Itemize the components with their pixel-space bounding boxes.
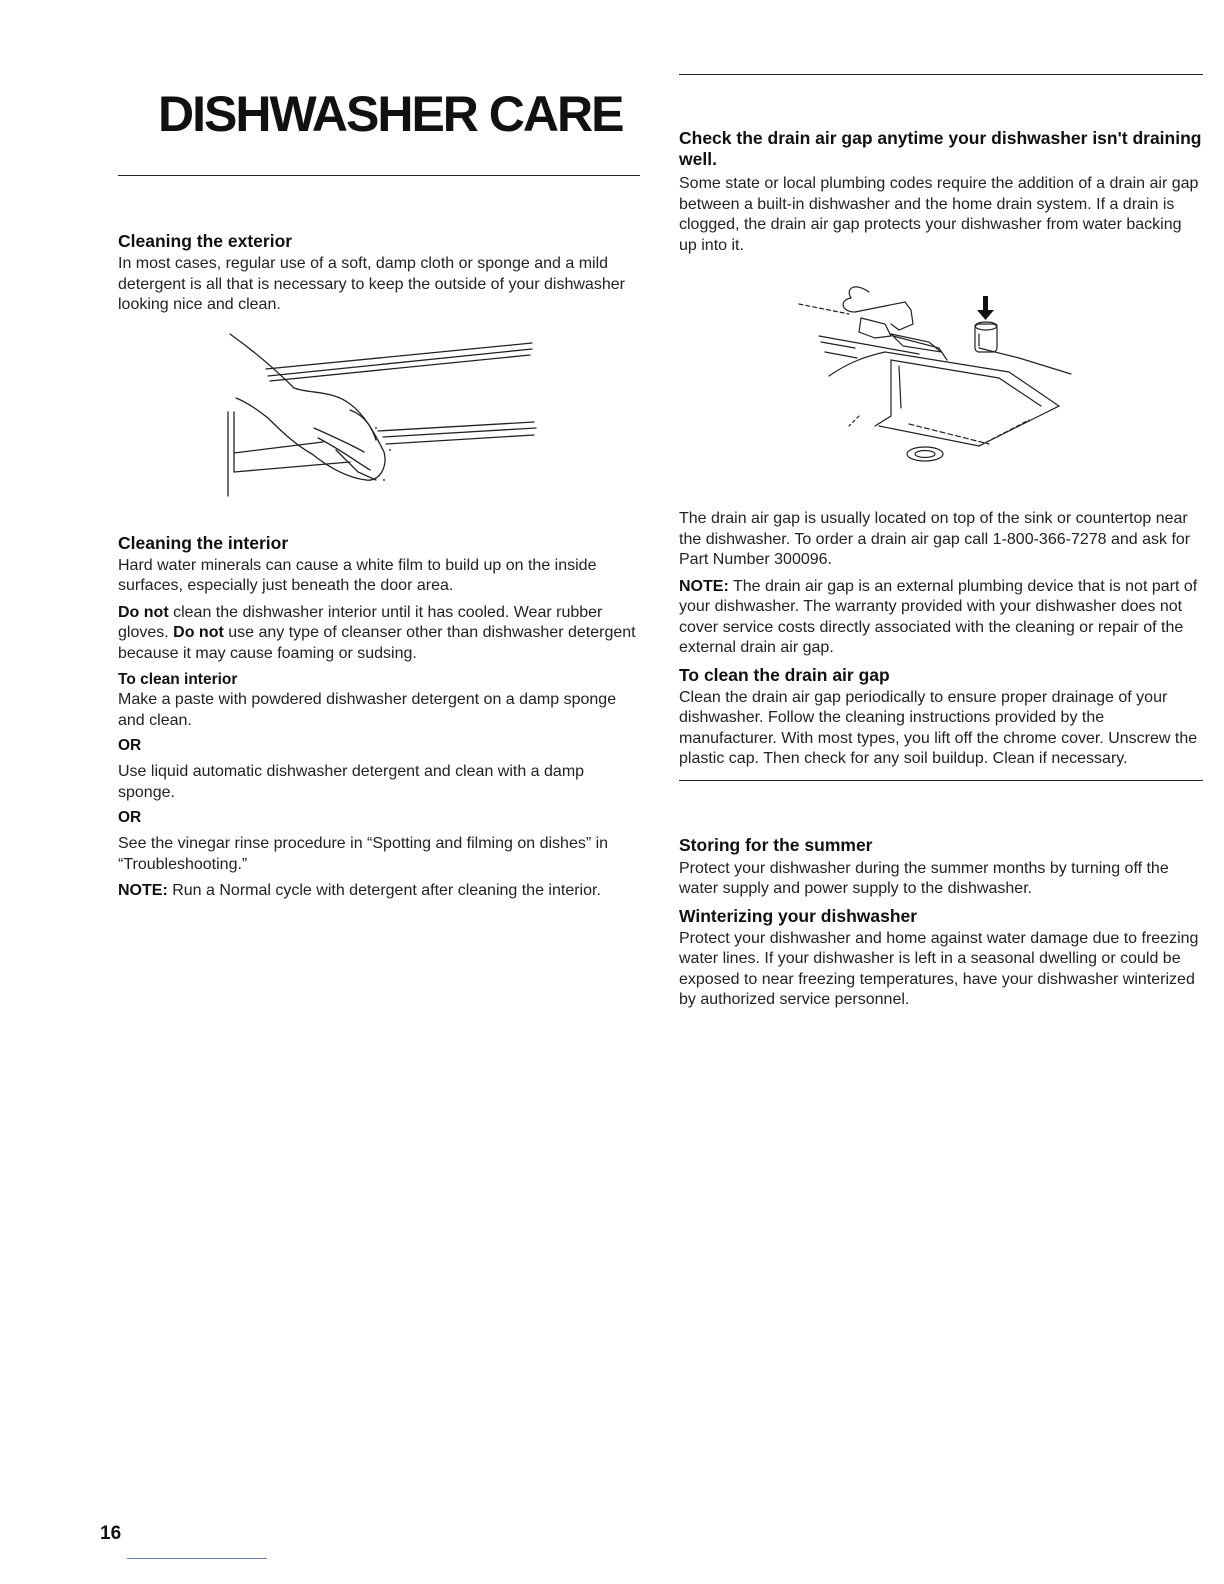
do-not-emphasis: Do not bbox=[173, 624, 224, 641]
interior-note-text: Run a Normal cycle with detergent after cleaning the interior. bbox=[167, 882, 601, 899]
summer-paragraph: Protect your dishwasher during the summer months by turning off the water supply and power supply to the dishwasher. bbox=[679, 859, 1169, 897]
do-not-emphasis: Do not bbox=[118, 603, 169, 621]
step-paste: Make a paste with powdered dishwasher detergent on a damp sponge and clean. bbox=[118, 691, 617, 729]
airgap-note-text: The drain air gap is an external plumbing device that is not part of your dishwasher. The warranty provided with your dishwasher does not cover service costs directly associated with the cleaning or repair of the external drain air gap. bbox=[679, 577, 1198, 656]
heading-cleaning-exterior: Cleaning the exterior bbox=[118, 231, 293, 251]
winterizing-paragraph: Protect your dishwasher and home against water damage due to freezing water lines. If your dishwasher is left in a seasonal dwelling or could be exposed to near freezing temperatures, have your dishwasher winterized by authorized service personnel. bbox=[679, 929, 1199, 1008]
airgap-paragraph-1: Some state or local plumbing codes require the addition of a drain air gap between a built-in dishwasher and the home drain system. If a drain is clogged, the drain air gap protects your dishwasher from water backing up into it. bbox=[679, 175, 1199, 254]
hand-wiping-door-illustration bbox=[118, 332, 640, 507]
interior-paragraph-2-a: clean the dishwasher interior until it has cooled. Wear rubber gloves. bbox=[118, 603, 603, 641]
heading-clean-drain-air-gap: To clean the drain air gap bbox=[679, 664, 890, 685]
heading-drain-air-gap: Check the drain air gap anytime your dishwasher isn't draining well. bbox=[679, 128, 1202, 169]
page-number: 16 bbox=[100, 1523, 122, 1544]
heading-winterizing: Winterizing your dishwasher bbox=[679, 905, 918, 926]
interior-note bbox=[118, 881, 640, 902]
heading-storing-summer: Storing for the summer bbox=[679, 834, 873, 855]
step-liquid: Use liquid automatic dishwasher detergent and clean with a damp sponge. bbox=[118, 763, 585, 801]
or-divider-1: OR bbox=[118, 737, 142, 754]
airgap-note bbox=[679, 577, 1203, 659]
to-clean-interior-heading: To clean interior bbox=[118, 671, 238, 688]
right-column bbox=[679, 70, 1203, 1011]
step-vinegar: See the vinegar rinse procedure in “Spotting and filming on dishes” in “Troubleshooting.” bbox=[118, 835, 609, 873]
left-column bbox=[118, 70, 640, 902]
page-title: DISHWASHER CARE bbox=[158, 86, 623, 142]
clean-airgap-paragraph: Clean the drain air gap periodically to ensure proper drainage of your dishwasher. Follow the cleaning instructions provided by the manufacturer. With most types, you lift off the chrome cover. Unscrew the plastic cap. Then check for any soil buildup. Clean if necessary. bbox=[679, 688, 1198, 767]
drain-air-gap-illustration bbox=[679, 276, 1203, 476]
exterior-paragraph: In most cases, regular use of a soft, damp cloth or sponge and a mild detergent is all that is necessary to keep the outside of your dishwasher looking nice and clean. bbox=[118, 255, 625, 313]
airgap-paragraph-2: The drain air gap is usually located on top of the sink or countertop near the dishwasher. To order a drain air gap call 1-800-366-7278 and ask for Part Number 300096. bbox=[679, 510, 1191, 568]
note-label: NOTE: bbox=[118, 882, 168, 899]
interior-paragraph-1: Hard water minerals can cause a white film to build up on the inside surfaces, especially just beneath the door area. bbox=[118, 556, 597, 594]
interior-paragraph-2-b: use any type of cleanser other than dishwasher detergent because it may cause foaming or sudsing. bbox=[118, 624, 636, 662]
note-label: NOTE: bbox=[679, 577, 729, 595]
or-divider-2: OR bbox=[118, 809, 142, 826]
heading-cleaning-interior: Cleaning the interior bbox=[118, 532, 289, 553]
interior-paragraph-2 bbox=[118, 603, 640, 665]
footer-rule bbox=[127, 1558, 267, 1559]
